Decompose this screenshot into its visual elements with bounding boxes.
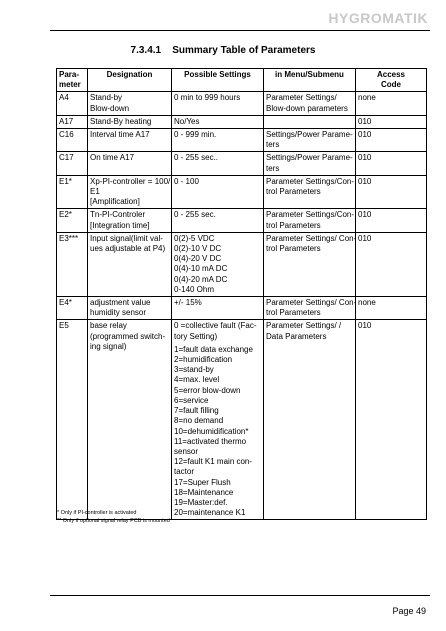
settings-text: 0(2)-10 V DC	[174, 244, 222, 254]
settings-text: 0 =collective fault (Fac-	[174, 321, 257, 331]
designation-text: [Amplification]	[90, 197, 140, 207]
designation-cell	[88, 320, 172, 520]
table-row	[57, 92, 427, 115]
settings-text: No/Yes	[174, 116, 200, 126]
param-cell	[57, 320, 88, 520]
header-text: meter	[59, 80, 81, 90]
designation-cell	[88, 92, 172, 115]
access-code: 010	[358, 130, 372, 140]
access-code: 010	[358, 321, 372, 331]
menu-cell	[264, 320, 356, 520]
settings-text: 12=fault K1 main con-	[174, 457, 253, 467]
param-cell	[57, 297, 88, 320]
settings-text: 0 - 999 min.	[174, 130, 217, 140]
table-row	[57, 232, 427, 296]
designation-cell	[88, 129, 172, 152]
settings-text: 11=activated thermo	[174, 436, 247, 446]
param-cell	[57, 232, 88, 296]
brand-logo	[328, 10, 428, 26]
menu-text: ters	[266, 163, 280, 173]
param-id: A4	[59, 93, 69, 103]
settings-text: +/- 15%	[174, 298, 202, 308]
settings-text: 0(4)-20 mA DC	[174, 274, 228, 284]
header-rule	[50, 30, 430, 31]
designation-text: [Integration time]	[90, 220, 150, 230]
settings-text: 18=Maintenance	[174, 487, 234, 497]
settings-cell	[172, 92, 264, 115]
header-text: Designation	[106, 70, 153, 79]
param-cell	[57, 175, 88, 209]
header-text: in Menu/Submenu	[275, 70, 344, 79]
designation-cell	[88, 115, 172, 128]
menu-text: Parameter Settings/Con-	[266, 176, 355, 186]
settings-text: 6=service	[174, 395, 209, 405]
access-code-cell	[356, 320, 427, 520]
param-id: E2*	[59, 210, 72, 220]
designation-cell	[88, 297, 172, 320]
settings-text: 0 - 255 sec..	[174, 153, 219, 163]
header-text: Possible Settings	[184, 70, 251, 79]
menu-cell	[264, 115, 356, 128]
menu-text: trol Parameters	[266, 244, 321, 254]
settings-text: tactor	[174, 467, 195, 477]
section-title: Summary Table of Parameters	[172, 45, 316, 56]
designation-text: Stand-By heating	[90, 116, 152, 126]
access-code-cell	[356, 232, 427, 296]
designation-text: Stand-by	[90, 93, 123, 103]
access-code-cell	[356, 175, 427, 209]
parameters-table	[56, 68, 427, 520]
header-text: Access	[376, 70, 406, 79]
access-code: 010	[358, 176, 372, 186]
designation-cell	[88, 209, 172, 232]
settings-text: 0 - 255 sec.	[174, 210, 216, 220]
settings-text: 0 min to 999 hours	[174, 93, 241, 103]
settings-cell	[172, 152, 264, 175]
settings-text: 1=fault data exchange	[174, 344, 253, 354]
menu-text: Settings/Power Parame-	[266, 130, 353, 140]
footnote-pi-controller: * Only if PI-controller is activated	[57, 510, 137, 516]
designation-text: Input signal(limit val-	[90, 233, 163, 243]
menu-cell	[264, 232, 356, 296]
menu-cell	[264, 152, 356, 175]
menu-text: ters	[266, 140, 280, 150]
menu-cell	[264, 297, 356, 320]
footer-rule	[50, 595, 430, 596]
designation-text: Xp-PI-controller = 100/	[90, 176, 171, 186]
col-settings-header	[172, 69, 264, 92]
settings-text: 10=dehumidification*	[174, 426, 249, 436]
settings-text: 17=Super Flush	[174, 477, 231, 487]
designation-text: Blow-down	[90, 103, 130, 113]
designation-cell	[88, 232, 172, 296]
settings-text: sensor	[174, 446, 199, 456]
settings-text: 5=error blow-down	[174, 385, 241, 395]
designation-text: Tn-PI-Controler	[90, 210, 146, 220]
settings-cell	[172, 297, 264, 320]
header-text: Code	[381, 80, 401, 90]
designation-text: base relay	[90, 321, 127, 331]
table-row	[57, 129, 427, 152]
access-code: 010	[358, 116, 372, 126]
menu-cell	[264, 175, 356, 209]
section-number: 7.3.4.1	[130, 45, 162, 56]
menu-text: trol Parameters	[266, 220, 321, 230]
page-number: Page 49	[392, 606, 426, 616]
access-code: 010	[358, 210, 372, 220]
header-text: Para-	[59, 70, 80, 79]
menu-text: trol Parameters	[266, 187, 321, 197]
menu-text: trol Parameters	[266, 308, 321, 318]
access-code-cell	[356, 115, 427, 128]
menu-text: Parameter Settings/Con-	[266, 210, 355, 220]
access-code: 010	[358, 233, 372, 243]
designation-text: E1	[90, 187, 100, 197]
designation-text: humidity sensor	[90, 308, 147, 318]
param-cell	[57, 129, 88, 152]
menu-cell	[264, 209, 356, 232]
table-row	[57, 115, 427, 128]
param-id: A17	[59, 116, 74, 126]
designation-cell	[88, 152, 172, 175]
param-id: C16	[59, 130, 74, 140]
settings-text: 3=stand-by	[174, 365, 214, 375]
settings-cell	[172, 129, 264, 152]
settings-text: 0(4)-10 mA DC	[174, 264, 228, 274]
table-row	[57, 320, 427, 520]
access-code: 010	[358, 153, 372, 163]
access-code: none	[358, 93, 376, 103]
access-code-cell	[356, 152, 427, 175]
access-code-cell	[356, 92, 427, 115]
menu-text: Parameter Settings/ Con-	[266, 298, 357, 308]
param-cell	[57, 92, 88, 115]
designation-text: Interval time A17	[90, 130, 150, 140]
menu-text: Data Parameters	[266, 331, 327, 341]
param-id: E4*	[59, 298, 72, 308]
designation-cell	[88, 175, 172, 209]
param-id: E1*	[59, 176, 72, 186]
menu-text: Settings/Power Parame-	[266, 153, 353, 163]
brand-logo-text: HYGROMATIK	[328, 10, 428, 26]
menu-text: Parameter Settings/	[266, 93, 337, 103]
col-designation-header	[88, 69, 172, 92]
param-cell	[57, 152, 88, 175]
menu-cell	[264, 92, 356, 115]
designation-text: ing signal)	[90, 341, 127, 351]
col-access-code-header	[356, 69, 427, 92]
designation-text: adjustment value	[90, 298, 151, 308]
table-row	[57, 175, 427, 209]
settings-text: 7=fault filling	[174, 406, 219, 416]
settings-text: 20=maintenance K1	[174, 508, 246, 518]
designation-text: (programmed switch-	[90, 331, 166, 341]
access-code-cell	[356, 209, 427, 232]
settings-text: 2=humidification	[174, 355, 233, 365]
table-row	[57, 297, 427, 320]
table-header-row	[57, 69, 427, 92]
param-id: E5	[59, 321, 69, 331]
settings-text: 0 - 100	[174, 176, 199, 186]
settings-text: 0(4)-20 V DC	[174, 254, 222, 264]
col-menu-header	[264, 69, 356, 92]
access-code-cell	[356, 129, 427, 152]
settings-cell	[172, 232, 264, 296]
menu-text: Parameter Settings/ /	[266, 321, 342, 331]
param-cell	[57, 115, 88, 128]
designation-text: On time A17	[90, 153, 135, 163]
settings-text: tory Setting)	[174, 331, 218, 341]
menu-text: Parameter Settings/ Con-	[266, 233, 357, 243]
menu-text: Blow-down parameters	[266, 103, 348, 113]
settings-text: 0(2)-5 VDC	[174, 233, 215, 243]
col-parameter-header	[57, 69, 88, 92]
settings-cell	[172, 115, 264, 128]
settings-cell	[172, 175, 264, 209]
table-row	[57, 152, 427, 175]
param-id: E3***	[59, 233, 79, 243]
access-code: none	[358, 298, 376, 308]
section-heading	[0, 45, 446, 56]
table-row	[57, 209, 427, 232]
footnote-signal-relay: ** Only if optional signal relay PCB is mounted	[57, 518, 170, 524]
param-id: C17	[59, 153, 74, 163]
table-body	[57, 92, 427, 520]
settings-text: 4=max. level	[174, 375, 220, 385]
settings-cell	[172, 320, 264, 520]
settings-cell	[172, 209, 264, 232]
menu-cell	[264, 129, 356, 152]
settings-text: 19=Master:def.	[174, 497, 228, 507]
access-code-cell	[356, 297, 427, 320]
settings-text: 8=no demand	[174, 416, 224, 426]
designation-text: ues adjustable at P4)	[90, 244, 166, 254]
param-cell	[57, 209, 88, 232]
settings-text: 0-140 Ohm	[174, 284, 215, 294]
